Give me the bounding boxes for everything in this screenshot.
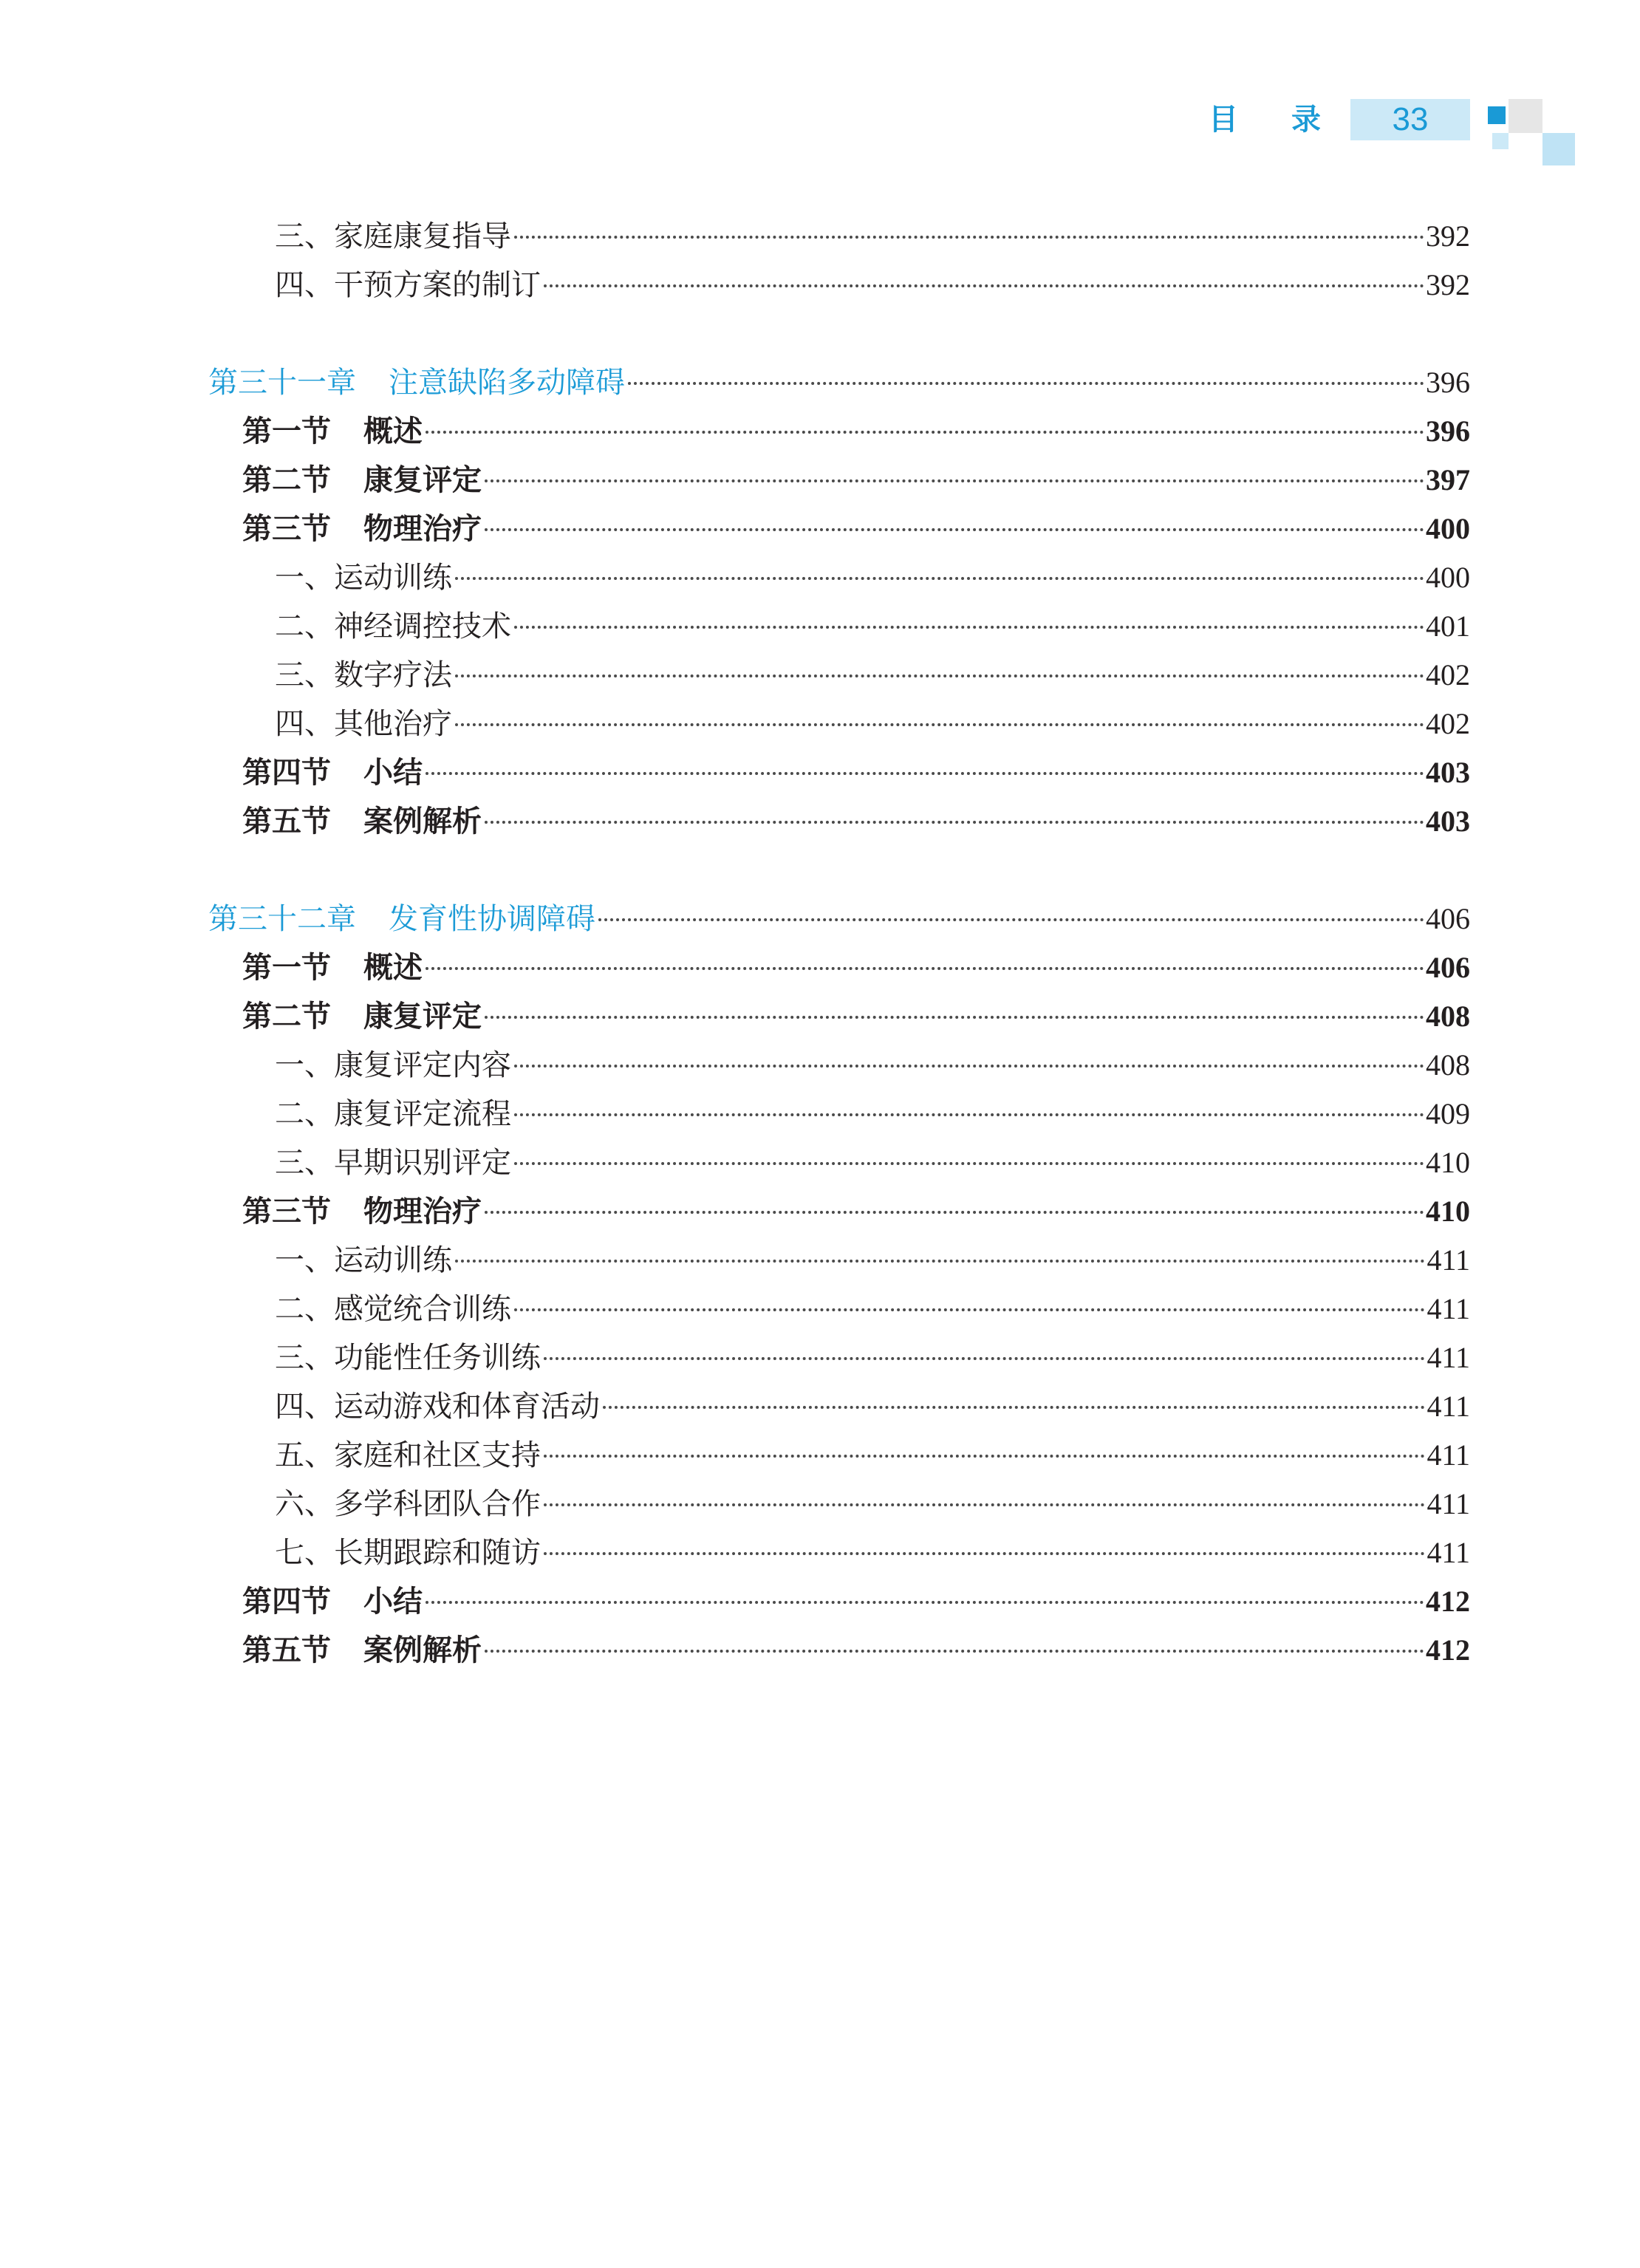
toc-chapter-row[interactable] [208,895,1470,940]
toc-page-number: 411 [1427,1487,1470,1520]
toc-section-label [242,798,482,840]
toc-section-number: 第三节 [242,511,331,546]
toc-section-row[interactable] [242,749,1470,793]
toc-page-number: 411 [1427,1292,1470,1325]
toc-page-number: 410 [1426,1146,1470,1179]
toc-item-row[interactable] [275,262,1470,306]
toc-chapter-title: 发育性协调障碍 [389,902,595,936]
toc-page-number: 396 [1426,366,1470,399]
dot-leader [455,577,1424,580]
toc-item-label: 三、数字疗法 [275,658,452,692]
toc-section-title: 案例解析 [363,804,482,838]
toc-page-number: 411 [1427,1341,1470,1374]
toc-section-label [242,1188,482,1230]
toc-section-row[interactable] [242,798,1470,842]
toc-page-number: 403 [1426,805,1470,838]
toc-item-row[interactable] [275,1432,1470,1476]
toc-item-row[interactable] [275,1139,1470,1183]
toc-item-label: 五、家庭和社区支持 [275,1438,541,1472]
header-title-char-2: 录 [1291,103,1321,137]
dot-leader [514,236,1424,239]
dot-leader [485,1016,1424,1019]
dot-leader [485,1650,1424,1653]
toc-page-number: 411 [1427,1243,1470,1277]
toc-item-row[interactable] [275,213,1470,257]
toc-page-number: 396 [1426,414,1470,448]
toc-page-number: 406 [1426,951,1470,984]
dot-leader [485,821,1424,824]
toc-section-number: 第四节 [242,755,331,790]
toc-page-number: 400 [1426,512,1470,545]
toc-section-title: 概述 [363,950,423,985]
toc-section-number: 第一节 [242,414,331,448]
dot-leader [485,479,1424,482]
toc-section-title: 案例解析 [363,1633,482,1667]
toc-section-row[interactable] [242,944,1470,988]
toc-item-label: 四、运动游戏和体育活动 [275,1390,600,1424]
toc-page-number: 392 [1426,268,1470,301]
toc-item-label: 一、运动训练 [275,561,452,595]
toc-page-number: 400 [1426,561,1470,594]
toc-item-row[interactable] [275,1237,1470,1281]
toc-item-row[interactable] [275,1529,1470,1574]
toc-page-number: 406 [1426,902,1470,935]
toc-page-number: 402 [1426,707,1470,740]
dot-leader [455,723,1424,726]
toc-page-number: 408 [1426,1000,1470,1033]
toc-item-label: 一、运动训练 [275,1243,452,1277]
dot-leader [426,431,1424,434]
dot-leader [544,284,1424,287]
toc-item-label: 四、其他治疗 [275,707,452,741]
toc-item-row[interactable] [275,554,1470,598]
toc-item-row[interactable] [275,652,1470,696]
toc-section-row[interactable] [242,993,1470,1037]
toc-page-number: 411 [1427,1438,1470,1472]
toc-section-number: 第二节 [242,462,331,497]
toc-section-row[interactable] [242,408,1470,452]
toc-section-row[interactable] [242,457,1470,501]
toc-item-label: 一、康复评定内容 [275,1048,511,1082]
toc-section-number: 第一节 [242,950,331,985]
toc-item-label: 二、感觉统合训练 [275,1292,511,1326]
dot-leader [544,1503,1425,1506]
toc-page-number: 397 [1426,463,1470,496]
toc-section-title: 物理治疗 [363,1194,482,1229]
toc-section-label [242,993,482,1035]
toc-item-label: 三、家庭康复指导 [275,219,511,253]
dot-leader [514,1162,1424,1165]
dot-leader [485,528,1424,531]
toc-section-title: 概述 [363,414,423,448]
dot-leader [598,918,1424,921]
dot-leader [514,626,1424,629]
toc-page-number: 410 [1426,1195,1470,1228]
toc-item-row[interactable] [275,1090,1470,1135]
toc-page-number: 408 [1426,1048,1470,1082]
toc-section-title: 物理治疗 [363,511,482,546]
toc-page-number: 402 [1426,658,1470,691]
toc-chapter-row[interactable] [208,359,1470,403]
dot-leader [544,1455,1425,1458]
toc-section-label [242,457,482,499]
decor-square [1542,133,1575,165]
dot-leader [426,772,1424,775]
toc-page-number: 401 [1426,609,1470,643]
dot-leader [455,674,1424,677]
toc-page-number: 409 [1426,1097,1470,1130]
toc-section-row[interactable] [242,1188,1470,1232]
header-title-char-1: 目 [1209,103,1238,137]
decor-square [1492,133,1509,149]
toc-chapter-title: 注意缺陷多动障碍 [389,366,625,400]
toc-item-label: 七、长期跟踪和随访 [275,1536,541,1570]
dot-leader [514,1065,1424,1068]
toc-page-number: 411 [1427,1536,1470,1569]
dot-leader [603,1406,1425,1409]
toc-section-title: 小结 [363,755,423,790]
toc-section-label [242,944,423,986]
toc-page-number: 412 [1426,1633,1470,1667]
page-number-box [1350,99,1470,140]
page-number: 33 [1392,101,1429,137]
toc-page-number: 392 [1426,219,1470,253]
toc-item-label: 二、神经调控技术 [275,609,511,643]
dot-leader [426,967,1424,970]
toc-chapter-number: 第三十二章 [208,902,356,936]
dot-leader [544,1552,1425,1555]
toc-page-number: 403 [1426,756,1470,789]
toc-item-row[interactable] [275,1480,1470,1525]
toc-section-row[interactable] [242,1627,1470,1671]
toc-section-label [242,505,482,547]
dot-leader [514,1113,1424,1116]
toc-section-title: 小结 [363,1584,423,1619]
dot-leader [628,382,1424,385]
toc-item-row[interactable] [275,1285,1470,1330]
toc-section-number: 第五节 [242,804,331,838]
toc-item-label: 三、早期识别评定 [275,1146,511,1180]
dot-leader [455,1260,1425,1263]
toc-section-label [242,408,423,450]
toc-item-row[interactable] [275,1042,1470,1086]
toc-chapter-label [208,359,625,401]
dot-leader [485,1211,1424,1214]
toc-section-label [242,1578,423,1620]
toc-section-row[interactable] [242,505,1470,550]
toc-section-title: 康复评定 [363,999,482,1034]
toc-item-row[interactable] [275,1334,1470,1379]
toc-chapter-label [208,895,595,937]
decor-square [1509,99,1542,133]
toc-item-label: 六、多学科团队合作 [275,1487,541,1521]
toc-section-number: 第五节 [242,1633,331,1667]
toc-item-label: 四、干预方案的制订 [275,268,541,302]
toc-section-label [242,1627,482,1669]
toc-item-row[interactable] [275,700,1470,745]
toc-section-number: 第三节 [242,1194,331,1229]
toc-item-row[interactable] [275,1383,1470,1427]
toc-section-label [242,749,423,791]
toc-section-row[interactable] [242,1578,1470,1622]
dot-leader [426,1601,1424,1604]
decor-square [1488,106,1506,124]
toc-section-number: 第四节 [242,1584,331,1619]
dot-leader [514,1308,1425,1311]
toc-item-label: 三、功能性任务训练 [275,1341,541,1375]
toc-page-number: 412 [1426,1585,1470,1618]
dot-leader [544,1357,1425,1360]
toc-page-number: 411 [1427,1390,1470,1423]
toc-section-title: 康复评定 [363,462,482,497]
toc-section-number: 第二节 [242,999,331,1034]
toc-chapter-number: 第三十一章 [208,366,356,400]
toc-item-label: 二、康复评定流程 [275,1097,511,1131]
toc-item-row[interactable] [275,603,1470,647]
